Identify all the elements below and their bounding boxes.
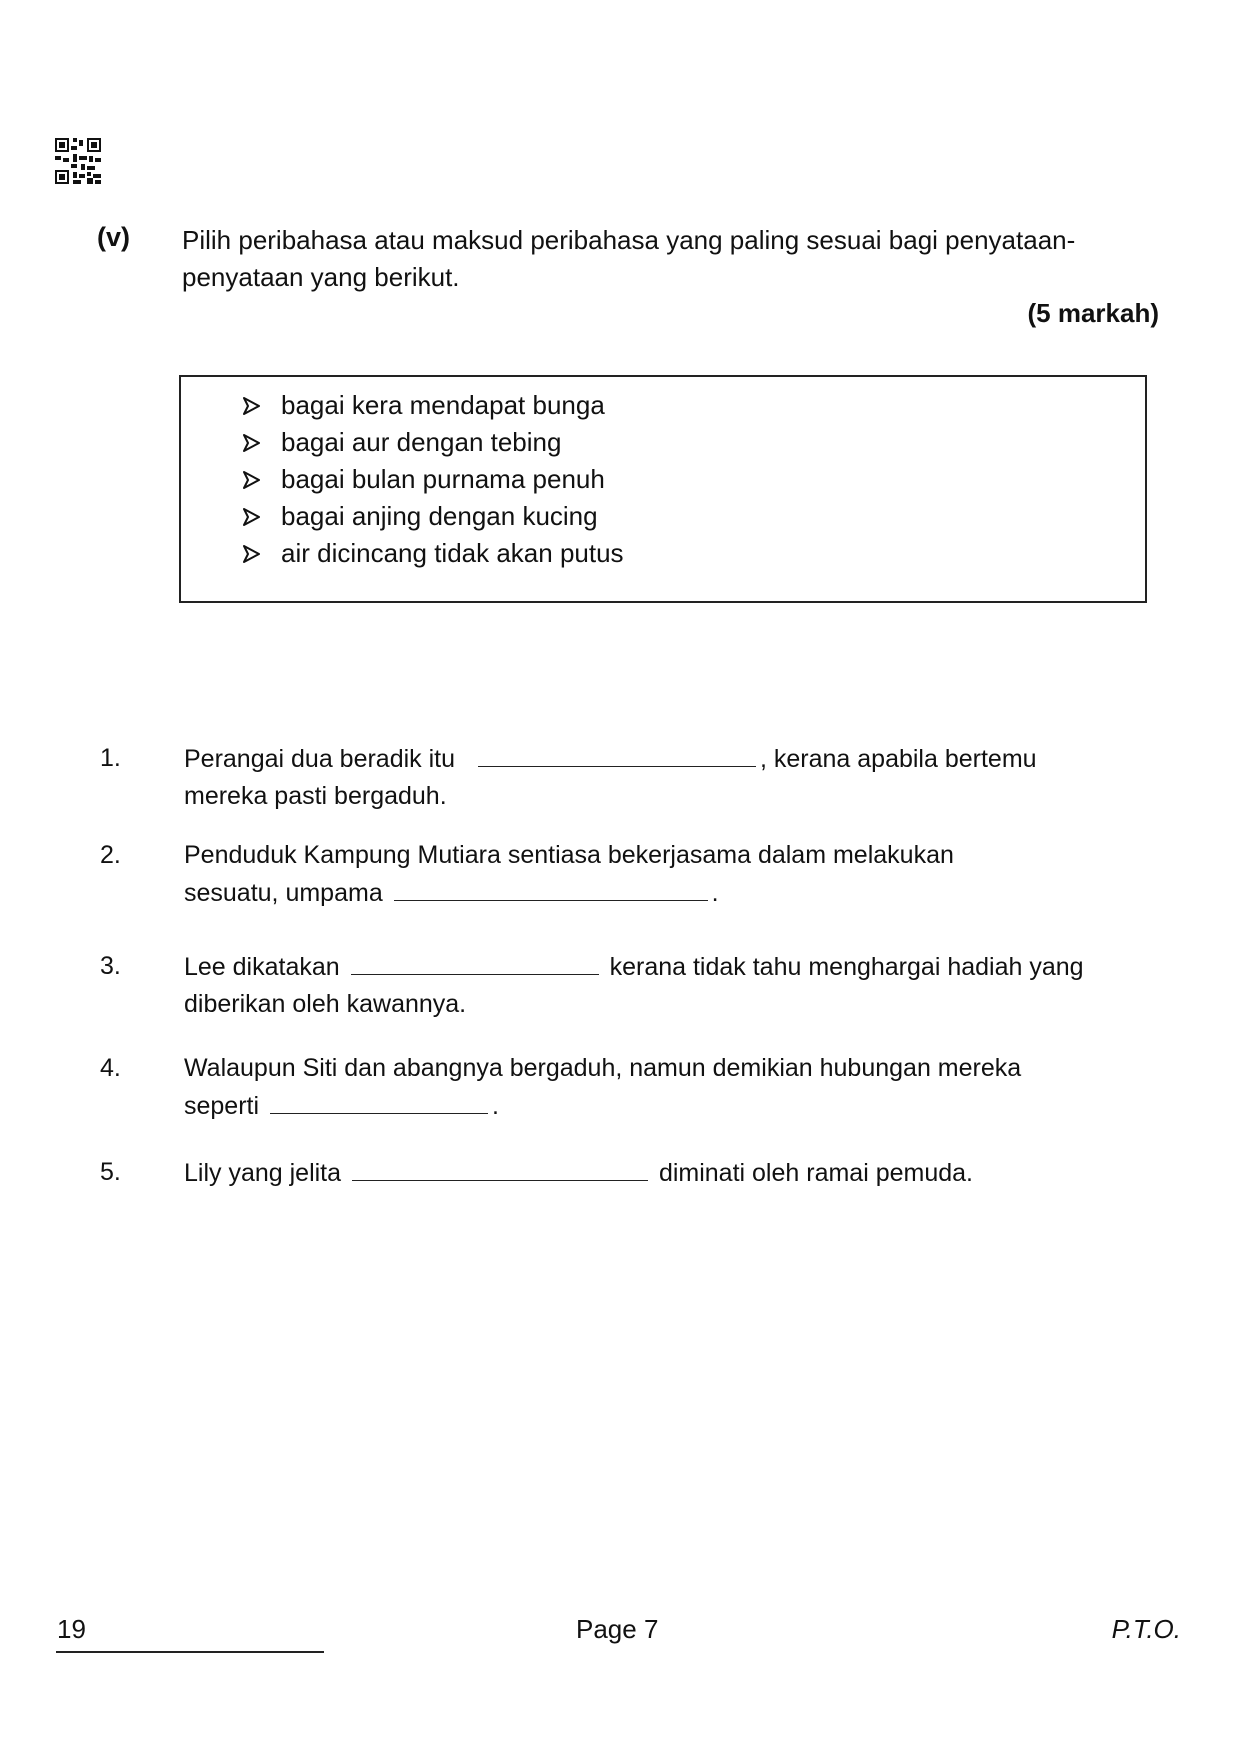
option-item: [241, 535, 624, 572]
option-text: air dicincang tidak akan putus: [281, 538, 624, 568]
instruction-line-2: penyataan yang berikut.: [182, 262, 460, 292]
item-line-2: mereka pasti bergaduh.: [184, 782, 447, 810]
item-line-1: Penduduk Kampung Mutiara sentiasa bekerjasama dalam melakukan: [184, 841, 954, 869]
options-box: [179, 375, 1147, 603]
item-text-before: Lily yang jelita: [184, 1159, 342, 1187]
option-text: bagai kera mendapat bunga: [281, 390, 605, 420]
qr-code-icon: [55, 138, 101, 184]
item-number: 5.: [100, 1158, 121, 1186]
item-text-after: , kerana apabila bertemu: [759, 745, 1037, 773]
item-text-after: kerana tidak tahu menghargai hadiah yang: [609, 953, 1084, 981]
arrow-bullet-icon: [241, 470, 261, 490]
option-item: [241, 424, 624, 461]
option-item: [241, 461, 624, 498]
instruction-line-1: Pilih peribahasa atau maksud peribahasa yang paling sesuai bagi penyataan-: [182, 225, 1076, 255]
item-line: [184, 1087, 1184, 1125]
marks-label: (5 markah): [1027, 298, 1159, 328]
item-number: 1.: [100, 744, 121, 772]
item-body: [184, 837, 1184, 912]
item-number: 4.: [100, 1054, 121, 1082]
item-line: [184, 740, 1184, 778]
item-body: [184, 948, 1184, 1023]
answer-blank[interactable]: [270, 1087, 488, 1114]
item-line-2: diberikan oleh kawannya.: [184, 990, 467, 1018]
answer-blank[interactable]: [394, 874, 708, 901]
option-item: [241, 498, 624, 535]
option-text: bagai aur dengan tebing: [281, 427, 562, 457]
answer-blank[interactable]: [352, 1154, 648, 1181]
item-line-1: Walaupun Siti dan abangnya bergaduh, namun demikian hubungan mereka: [184, 1054, 1022, 1082]
arrow-bullet-icon: [241, 396, 261, 416]
item-text-after: diminati oleh ramai pemuda.: [658, 1159, 973, 1187]
option-text: bagai bulan purnama penuh: [281, 464, 605, 494]
item-number: 2.: [100, 841, 121, 869]
arrow-bullet-icon: [241, 544, 261, 564]
item-body: [184, 1154, 1184, 1192]
item-text-before: sesuatu, umpama: [184, 879, 383, 907]
question-number: (v): [97, 222, 130, 252]
arrow-bullet-icon: [241, 433, 261, 453]
item-line: [184, 874, 1184, 912]
option-item: [241, 387, 624, 424]
item-body: [184, 740, 1184, 815]
footer-code: 19: [57, 1614, 86, 1644]
item-text-before: Lee dikatakan: [184, 953, 340, 981]
item-text-before: seperti: [184, 1092, 260, 1120]
item-number: 3.: [100, 952, 121, 980]
item-text-after: .: [711, 879, 719, 907]
question-instruction: [182, 222, 1162, 296]
item-body: [184, 1050, 1184, 1125]
options-list: [241, 387, 624, 572]
item-text-before: Perangai dua beradik itu: [184, 745, 456, 773]
arrow-bullet-icon: [241, 507, 261, 527]
item-line: [184, 948, 1184, 986]
footer-rule: [56, 1651, 324, 1653]
answer-blank[interactable]: [351, 948, 599, 975]
item-text-after: .: [492, 1092, 499, 1120]
item-line: [184, 1154, 1184, 1192]
pto-label: P.T.O.: [1111, 1614, 1181, 1644]
answer-blank[interactable]: [478, 740, 756, 767]
option-text: bagai anjing dengan kucing: [281, 501, 598, 531]
page-number: Page 7: [576, 1614, 659, 1644]
